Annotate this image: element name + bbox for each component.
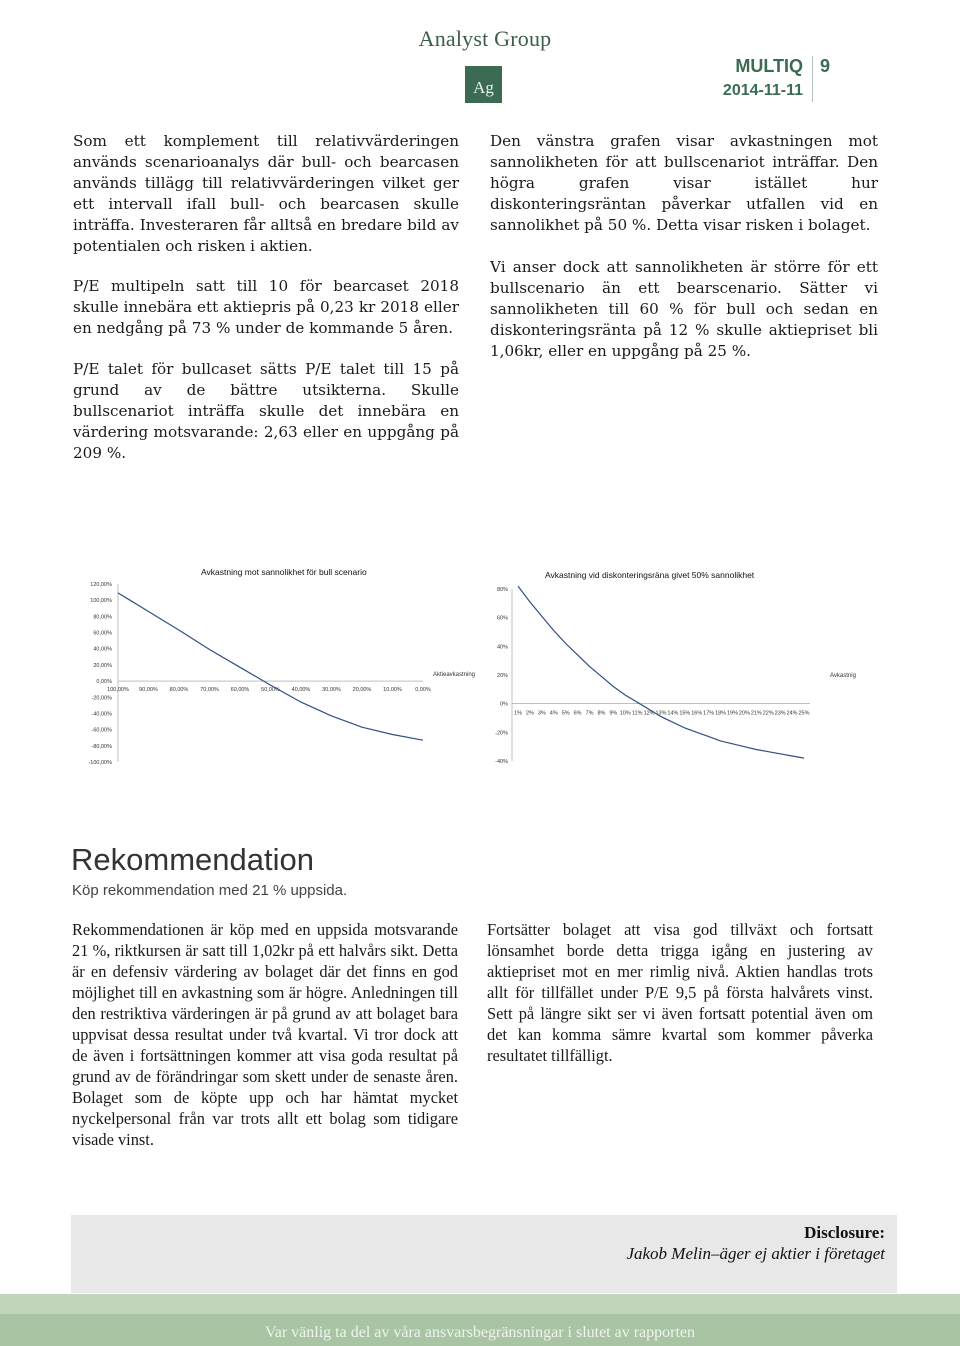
- recommendation-left-text: Rekommendationen är köp med en uppsida motsvarande 21 %, riktkursen är satt till 1,02kr på ett halvårs sikt. Detta är en defensiv värdering av bolaget där det finns en god möjlighet till en avkastning som är högre. Anledningen till den restriktiva värderingen är på grund av att bolaget bara uppvisat dessa resultat under två kvartal. Vi tror dock att de även i fortsättningen kommer att visa goda resultat på grund av de förändringar som skett under de senaste åren. Bolaget som de köpte upp och har hämtat mycket nyckelpersonal från var trots allt ett bolag som tidigare visade vinst.: [72, 920, 458, 1149]
- chart1-x-tick: 20,00%: [352, 687, 372, 694]
- chart2-x-tick: 7%: [585, 710, 594, 717]
- chart2-x-tick: 17%: [703, 710, 715, 717]
- chart2-x-tick: 22%: [762, 710, 774, 717]
- chart1-y-tick: -20,00%: [91, 695, 112, 702]
- chart1-x-tick: 90,00%: [139, 687, 158, 694]
- disclosure-title: Disclosure:: [804, 1223, 885, 1242]
- recommendation-title: Rekommendation: [71, 842, 314, 877]
- right-paragraph-1: Den vänstra grafen visar avkastningen mot sannolikheten för att bullscenariot inträffar. Den högra grafen visar istället hur diskonteringsräntan påverkar utfallen vid en sannolikhet på 50 %. Detta visar risken i bolaget.: [490, 132, 878, 234]
- chart2-x-tick: 21%: [750, 710, 762, 717]
- chart2-y-tick: 0%: [500, 701, 508, 708]
- brand-logo: Ag: [465, 66, 502, 103]
- chart2-y-tick: 40%: [496, 644, 508, 651]
- chart2-x-tick: 10%: [619, 710, 631, 717]
- chart1-y-tick: 40,00%: [93, 646, 112, 653]
- chart2-x-tick: 12%: [643, 710, 655, 717]
- chart2-y-tick: 60%: [496, 615, 508, 622]
- brand-name: Analyst Group: [418, 26, 552, 51]
- chart2-x-tick: 9%: [609, 710, 618, 717]
- chart2-y-tick: -40%: [495, 759, 508, 765]
- recommendation-right-text: Fortsätter bolaget att visa god tillväxt och fortsatt lönsamhet borde detta trigga igång en justering av aktiepriset mot en mer rimlig nivå. Aktien handlas trots allt för tillfället under P/E 9,5 på första halvårets vinst. Sett på längre sikt ser vi även fortsatt potential även om det kan komma sämre kvartal som kommer påverka resultatet tillfälligt.: [487, 920, 873, 1065]
- chart1-y-tick: -80,00%: [91, 743, 112, 750]
- chart2-x-tick: 1%: [514, 710, 522, 717]
- chart1-y-tick: 100,00%: [90, 598, 112, 605]
- chart2-x-tick: 13%: [655, 710, 667, 717]
- chart1-y-tick: 80,00%: [93, 614, 112, 621]
- company-name: MULTIQ: [735, 56, 803, 76]
- footer-disclaimer: Var vänlig ta del av våra ansvarsbegränsningar i slutet av rapporten: [264, 1324, 696, 1341]
- footer-bar: [0, 1294, 960, 1346]
- chart2-x-tick: 2%: [525, 710, 534, 717]
- chart2-x-tick: 25%: [798, 710, 810, 717]
- chart1-y-tick: 0,00%: [96, 679, 112, 686]
- recommendation-subtitle: Köp rekommendation med 21 % uppsida.: [72, 882, 348, 899]
- report-date: 2014-11-11: [722, 82, 803, 99]
- chart2-x-tick: 6%: [573, 710, 582, 717]
- chart1-x-tick: 70,00%: [200, 687, 219, 694]
- chart2-legend: Avkastnig: [830, 673, 856, 679]
- chart2-x-tick: 20%: [738, 710, 750, 717]
- chart1-x-tick: 40,00%: [291, 687, 311, 694]
- disclosure-text: Jakob Melin–äger ej aktier i företaget: [626, 1244, 885, 1263]
- chart2-x-tick: 15%: [679, 710, 691, 717]
- chart1-x-tick: 80,00%: [169, 687, 189, 694]
- chart1-legend: Aktieavkastning: [433, 672, 476, 678]
- chart2-x-tick: 14%: [667, 710, 679, 717]
- chart1-x-tick: 100,00%: [107, 687, 129, 694]
- chart2-x-tick: 19%: [726, 710, 739, 717]
- chart2-y-tick: -20%: [495, 730, 508, 737]
- left-paragraph-1: Som ett komplement till relativvärderingen används scenarioanalys där bull- och bearcasen används tillägg till relativvärderingen vilket ger ett intervall ifall bull- och bearcasen skulle inträffa. Investeraren får alltså en bredare bild av potentialen och risken i aktien.: [73, 132, 459, 255]
- chart1-x-tick: 10,00%: [383, 687, 402, 694]
- chart2-series-line: [518, 586, 804, 758]
- left-paragraph-2: P/E multipeln satt till 10 för bearcaset 2018 skulle innebära ett aktiepris på 0,23 kr 2018 eller en nedgång på 73 % under de kommande 5 åren.: [73, 277, 459, 337]
- chart1-y-tick: 120,00%: [90, 582, 112, 588]
- header-divider: [812, 56, 813, 102]
- chart1-x-tick: 30,00%: [322, 687, 341, 694]
- chart1-svg: [78, 572, 488, 772]
- chart2-x-tick: 5%: [561, 710, 570, 717]
- disclosure-box: [71, 1215, 897, 1293]
- chart2-title: Avkastning vid diskonteringsräna givet 50% sannolikhet: [545, 570, 755, 580]
- chart1-series-line: [118, 593, 423, 740]
- chart2-y-tick: 80%: [496, 587, 508, 593]
- chart1-y-tick: 20,00%: [93, 662, 112, 669]
- chart2-x-tick: 16%: [691, 710, 703, 717]
- chart1-y-tick: -60,00%: [91, 727, 112, 734]
- chart1-y-tick: 60,00%: [93, 630, 112, 637]
- chart2-x-tick: 4%: [549, 710, 558, 717]
- chart1-x-tick: 50,00%: [261, 687, 280, 694]
- chart2-y-tick: 20%: [496, 673, 508, 679]
- chart1-x-tick: 60,00%: [230, 687, 250, 694]
- left-paragraph-3: P/E talet för bullcaset sätts P/E talet till 15 på grund av de bättre utsikterna. Skulle bullscenariot inträffa skulle det innebära en värdering motsvarande: 2,63 eller en uppgång på 209 %.: [73, 360, 459, 462]
- chart2-svg: [480, 572, 870, 772]
- chart1-y-tick: -40,00%: [91, 711, 112, 718]
- chart2-x-tick: 11%: [631, 710, 643, 717]
- page-number: 9: [820, 56, 831, 76]
- chart2-x-tick: 23%: [774, 710, 786, 717]
- chart1-x-tick: 0,00%: [415, 687, 431, 694]
- chart2-x-tick: 8%: [597, 710, 606, 717]
- chart2-x-tick: 3%: [537, 710, 546, 717]
- footer-stripe: [0, 1294, 960, 1314]
- chart1-title: Avkastning mot sannolikhet för bull scenario: [201, 567, 367, 577]
- chart2-x-tick: 18%: [715, 710, 727, 717]
- chart2-x-tick: 24%: [786, 710, 798, 717]
- chart1-y-tick: -100,00%: [88, 760, 112, 766]
- right-paragraph-2: Vi anser dock att sannolikheten är större för ett bullscenario än ett bearscenario. Sätter vi sannolikheten till 60 % för bull och sedan en diskonteringsränta på 12 % skulle aktiepriset bli 1,06kr, eller en uppgång på 25 %.: [490, 258, 878, 360]
